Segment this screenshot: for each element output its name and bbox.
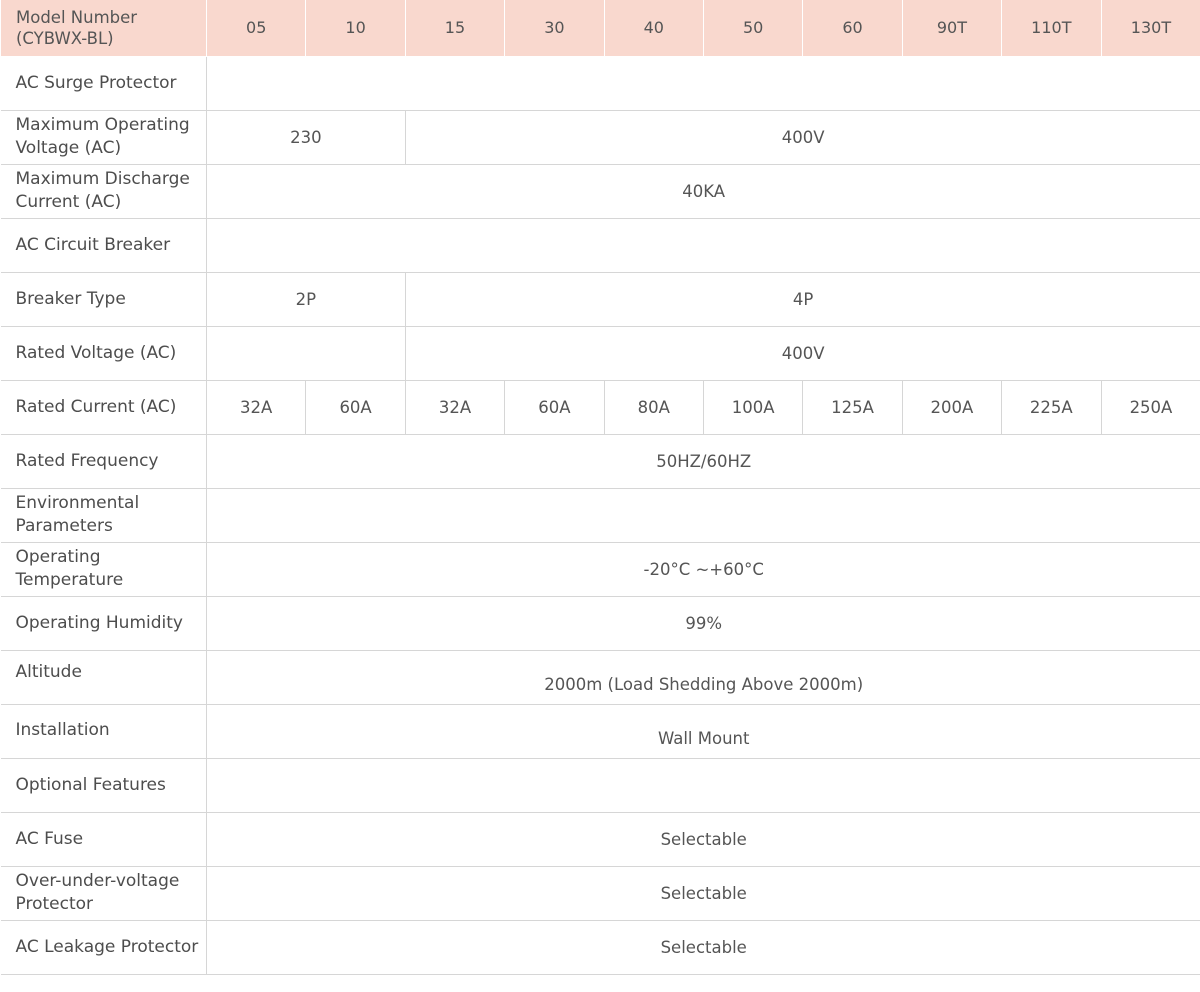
value-cell: 230 [207, 110, 406, 164]
table-row-ac-leakage-protector [1, 920, 1200, 974]
value-cell: Selectable [207, 920, 1200, 974]
section-row-ac-circuit-breaker [1, 218, 1200, 272]
model-header: 40 [604, 0, 703, 56]
row-label: AC Surge Protector [1, 56, 207, 110]
model-header: 130T [1101, 0, 1200, 56]
row-label: Environmental Parameters [1, 488, 207, 542]
row-label: Operating Temperature [1, 542, 207, 596]
table-row-ac-fuse [1, 812, 1200, 866]
row-label: Rated Voltage (AC) [1, 326, 207, 380]
value-cell: 60A [306, 380, 405, 434]
section-row-ac-surge-protector [1, 56, 1200, 110]
value-cell: 200A [902, 380, 1001, 434]
row-label: Maximum Operating Voltage (AC) [1, 110, 207, 164]
value-cell: Selectable [207, 866, 1200, 920]
header-row [1, 0, 1200, 56]
value-cell: 400V [405, 326, 1200, 380]
table-row-breaker-type [1, 272, 1200, 326]
row-label: Maximum Discharge Current (AC) [1, 164, 207, 218]
empty-cell [207, 326, 406, 380]
row-label: Operating Humidity [1, 596, 207, 650]
model-header: 60 [803, 0, 902, 56]
empty-cell [207, 758, 1200, 812]
value-cell: 4P [405, 272, 1200, 326]
value-cell: 80A [604, 380, 703, 434]
model-header: 90T [902, 0, 1001, 56]
value-cell: 60A [505, 380, 604, 434]
model-header: 50 [703, 0, 802, 56]
section-row-optional-features [1, 758, 1200, 812]
row-label: Over-under-voltage Protector [1, 866, 207, 920]
table-row-over-under-voltage-protector [1, 866, 1200, 920]
value-cell: 50HZ/60HZ [207, 434, 1200, 488]
model-header: 05 [207, 0, 306, 56]
section-row-environmental-parameters [1, 488, 1200, 542]
table-row-rated-current [1, 380, 1200, 434]
model-header: 30 [505, 0, 604, 56]
value-cell: 99% [207, 596, 1200, 650]
model-header: 110T [1002, 0, 1101, 56]
table-row-installation [1, 704, 1200, 758]
value-cell: 2000m (Load Shedding Above 2000m) [207, 650, 1200, 704]
value-cell: 250A [1101, 380, 1200, 434]
value-cell: Wall Mount [207, 704, 1200, 758]
table-row-rated-frequency [1, 434, 1200, 488]
empty-cell [207, 218, 1200, 272]
value-cell: 100A [703, 380, 802, 434]
row-label: Altitude [1, 650, 207, 704]
value-cell: 40KA [207, 164, 1200, 218]
table-row-max-operating-voltage [1, 110, 1200, 164]
row-label: AC Circuit Breaker [1, 218, 207, 272]
value-cell: 32A [405, 380, 504, 434]
value-cell: 225A [1002, 380, 1101, 434]
value-cell: 125A [803, 380, 902, 434]
value-cell: 400V [405, 110, 1200, 164]
row-label: Installation [1, 704, 207, 758]
model-series-label: (CYBWX-BL) [16, 28, 114, 48]
table-row-max-discharge-current [1, 164, 1200, 218]
table-row-altitude [1, 650, 1200, 704]
row-label: Optional Features [1, 758, 207, 812]
empty-cell [207, 56, 1200, 110]
table-row-rated-voltage [1, 326, 1200, 380]
value-cell: Selectable [207, 812, 1200, 866]
table-row-operating-humidity [1, 596, 1200, 650]
value-cell: -20°C ~+60°C [207, 542, 1200, 596]
row-label: Rated Frequency [1, 434, 207, 488]
model-header: 15 [405, 0, 504, 56]
row-label: Breaker Type [1, 272, 207, 326]
model-number-header [1, 0, 207, 56]
empty-cell [207, 488, 1200, 542]
row-label: AC Fuse [1, 812, 207, 866]
table-row-operating-temperature [1, 542, 1200, 596]
model-number-label: Model Number [16, 7, 138, 27]
model-header: 10 [306, 0, 405, 56]
value-cell: 2P [207, 272, 406, 326]
row-label: AC Leakage Protector [1, 920, 207, 974]
value-cell: 32A [207, 380, 306, 434]
row-label: Rated Current (AC) [1, 380, 207, 434]
